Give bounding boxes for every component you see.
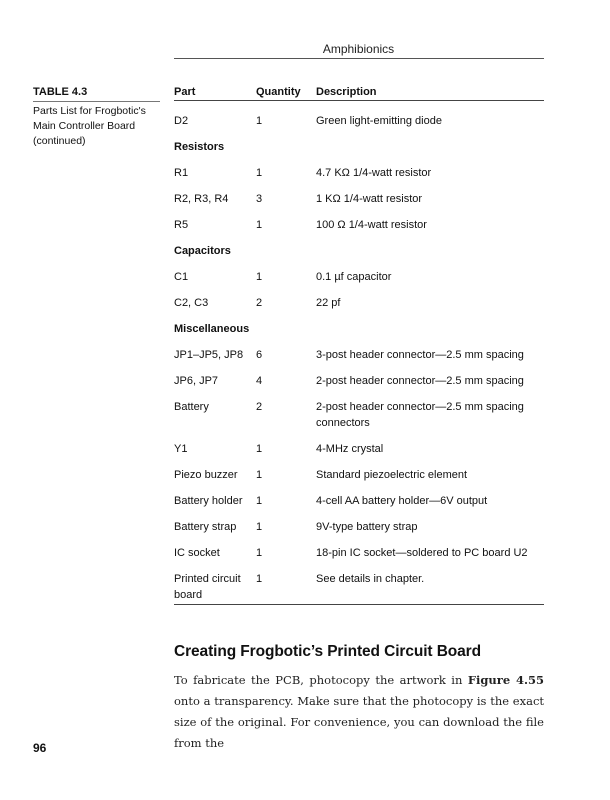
quantity-cell: 1 <box>256 271 263 283</box>
table-row <box>174 191 544 207</box>
header-rule <box>174 58 544 59</box>
quantity-cell: 4 <box>256 375 263 387</box>
part-cell: Piezo buzzer <box>174 469 238 481</box>
description-cell: 1 KΩ 1/4-watt resistor <box>316 193 423 205</box>
quantity-cell: 6 <box>256 349 263 361</box>
part-cell: R5 <box>174 219 189 231</box>
description-cell: 22 pf <box>316 297 341 309</box>
table-row <box>174 519 544 535</box>
description-cell: 4-cell AA battery holder—6V output <box>316 495 488 507</box>
table-section-row <box>174 321 544 337</box>
description-cell: 100 Ω 1/4-watt resistor <box>316 219 427 231</box>
part-cell: C2, C3 <box>174 297 209 309</box>
quantity-cell: 2 <box>256 297 263 309</box>
table-header-row <box>174 86 544 101</box>
table-row <box>174 165 544 181</box>
table-row <box>174 441 544 457</box>
description-cell: 3-post header connector—2.5 mm spacing <box>316 349 524 361</box>
description-cell: 9V-type battery strap <box>316 521 418 533</box>
quantity-cell: 3 <box>256 193 263 205</box>
description-cell: 4-MHz crystal <box>316 443 384 455</box>
table-caption: Parts List for Frogbotic's Main Controller Board (continued) <box>33 105 146 147</box>
part-cell: R2, R3, R4 <box>174 193 229 205</box>
table-section-row <box>174 243 544 259</box>
table-row <box>174 295 544 311</box>
description-cell: 4.7 KΩ 1/4-watt resistor <box>316 167 432 179</box>
section-label: Miscellaneous <box>174 323 250 335</box>
part-cell: Battery strap <box>174 521 237 533</box>
table-row <box>174 545 544 561</box>
caption-rule <box>33 101 160 102</box>
quantity-cell: 1 <box>256 115 263 127</box>
description-cell: 0.1 µf capacitor <box>316 271 392 283</box>
table-row <box>174 571 544 603</box>
quantity-cell: 1 <box>256 469 263 481</box>
quantity-cell: 1 <box>256 167 263 179</box>
figure-reference: Figure 4.55 <box>467 673 544 687</box>
table-label: TABLE 4.3 <box>33 86 88 98</box>
body-paragraph <box>174 670 544 754</box>
running-header: Amphibionics <box>322 42 395 56</box>
column-header-description: Description <box>316 86 377 98</box>
quantity-cell: 1 <box>256 495 263 507</box>
part-cell: Y1 <box>174 443 188 455</box>
part-cell: JP1–JP5, JP8 <box>174 349 244 361</box>
table-row <box>174 113 544 129</box>
paragraph-text-start: To fabricate the PCB, photocopy the artwork in <box>174 673 468 687</box>
description-cell: See details in chapter. <box>316 573 425 585</box>
parts-table <box>174 86 544 601</box>
section-heading: Creating Frogbotic’s Printed Circuit Board <box>174 643 481 660</box>
quantity-cell: 1 <box>256 547 263 559</box>
part-cell: JP6, JP7 <box>174 375 219 387</box>
part-cell: Battery holder <box>174 495 243 507</box>
table-row <box>174 347 544 363</box>
description-cell: 18-pin IC socket—soldered to PC board U2 <box>316 547 528 559</box>
quantity-cell: 2 <box>256 401 263 413</box>
section-label: Capacitors <box>174 245 231 257</box>
description-cell: Standard piezoelectric element <box>316 469 468 481</box>
table-row <box>174 217 544 233</box>
part-cell: C1 <box>174 271 189 283</box>
table-section-row <box>174 139 544 155</box>
description-cell: Green light-emitting diode <box>316 115 442 127</box>
part-cell: Printed circuit board <box>174 573 241 601</box>
part-cell: Battery <box>174 401 209 413</box>
quantity-cell: 1 <box>256 443 263 455</box>
part-cell: D2 <box>174 115 189 127</box>
description-cell: 2-post header connector—2.5 mm spacing <box>316 375 524 387</box>
paragraph-text-end: onto a transparency. Make sure that the photocopy is the exact size of the original. For convenience, you can download the file from the <box>174 694 544 750</box>
part-cell: IC socket <box>174 547 220 559</box>
table-bottom-rule <box>174 604 544 605</box>
part-cell: R1 <box>174 167 189 179</box>
quantity-cell: 1 <box>256 521 263 533</box>
column-header-quantity: Quantity <box>256 86 301 98</box>
table-row <box>174 373 544 389</box>
table-row <box>174 399 544 431</box>
table-row <box>174 493 544 509</box>
section-label: Resistors <box>174 141 225 153</box>
quantity-cell: 1 <box>256 573 263 585</box>
table-row <box>174 467 544 483</box>
table-row <box>174 269 544 285</box>
page-number: 96 <box>33 741 47 755</box>
quantity-cell: 1 <box>256 219 263 231</box>
description-cell: 2-post header connector—2.5 mm spacing connectors <box>316 401 524 429</box>
column-header-part: Part <box>174 86 196 98</box>
